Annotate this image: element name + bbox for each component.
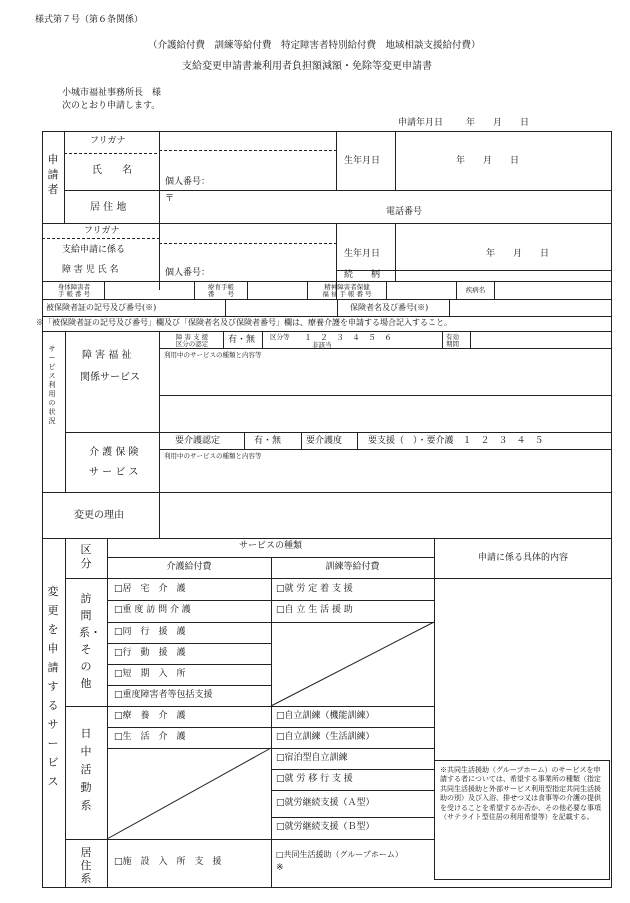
applicant-section-label: 申請者	[47, 153, 59, 196]
service-status-section-label: サービス利用の状況	[48, 345, 56, 425]
disease-name-label: 疾病名	[465, 286, 486, 294]
application-date: 年 月 日	[466, 118, 530, 128]
applicant-personal-number-label: 個人番号：	[165, 177, 211, 187]
care-insurance-line2: サ ー ビ ス	[89, 467, 139, 478]
welfare-service-line1: 障 害 福 祉	[82, 350, 132, 361]
benefit-types: （介護給付費 訓練等給付費 特定障害者特別給付費 地域相談支援給付費）	[148, 40, 481, 51]
physical-handbook-label: 身体障害者 手 帳 番 号	[57, 283, 91, 299]
care-in-use-note: 利用中のサービスの種類と内容等	[164, 452, 262, 460]
daytime-training-option[interactable]: □宿泊型自立訓練	[276, 753, 348, 763]
residential-category-label: 居住系	[80, 846, 92, 885]
daytime-care-option[interactable]: □生 活 介 護	[114, 732, 186, 742]
services-section-label: 変更を申請するサービス	[47, 585, 59, 788]
care-certification-yes-no: 有・無	[254, 436, 282, 446]
applicant-birthdate-label: 生年月日	[344, 156, 381, 166]
applicant-address-label: 居 住 地	[90, 202, 127, 213]
daytime-training-option[interactable]: □就 労 移 行 支 援	[276, 774, 353, 784]
daytime-care-option[interactable]: □療 養 介 護	[114, 711, 186, 721]
child-furigana-label: フリガナ	[84, 226, 120, 236]
visiting-care-option[interactable]: □短 期 入 所	[114, 669, 186, 679]
visiting-training-option[interactable]: □自 立 生 活 援 助	[276, 605, 353, 615]
not-applicable-label: 非該当	[312, 341, 332, 349]
child-birthdate-label: 生年月日	[344, 249, 381, 259]
category-header: 区分	[80, 543, 92, 570]
detail-header: 申請に係る具体的内容	[477, 553, 568, 563]
mental-handbook-label: 精神障害者保健 福 祉 手 帳 番 号	[322, 283, 372, 299]
application-date-label: 申請年月日	[398, 118, 444, 128]
applicant-birthdate-value: 年 月 日	[456, 156, 520, 166]
addressee: 小城市福祉事務所長 様	[62, 88, 162, 98]
insured-number-label: 被保険者証の記号及び番号(※)	[46, 303, 157, 312]
insurer-label: 保険者名及び番号(※)	[350, 303, 429, 312]
welfare-in-use-note: 利用中のサービスの種類と内容等	[164, 351, 262, 359]
residential-training-note-mark: ※	[276, 863, 284, 873]
form-number: 様式第７号（第６条関係）	[35, 15, 144, 25]
training-benefit-header: 訓練等給付費	[325, 562, 380, 572]
daytime-training-option[interactable]: □就労継続支援（Ｂ型）	[276, 822, 375, 832]
category-label: 区分等	[270, 333, 290, 341]
postal-mark: 〒	[165, 194, 175, 204]
applicant-phone-label: 電話番号	[386, 207, 423, 217]
daytime-training-option[interactable]: □自立訓練（生活訓練）	[276, 732, 375, 742]
relationship-label: 続 柄	[344, 270, 381, 280]
rehab-handbook-label: 療育手帳 番 号	[208, 283, 234, 299]
visiting-care-option[interactable]: □重度障害者等包括支援	[114, 690, 213, 700]
care-insurance-line1: 介 護 保 険	[89, 447, 139, 458]
support-certification-yes-no: 有・無	[228, 335, 256, 345]
support-certification-label: 障 害 支 援 区分の認定	[175, 333, 209, 349]
residential-training-option[interactable]: □共同生活援助（グループホーム）	[276, 850, 403, 859]
welfare-service-line2: 関係サービス	[80, 372, 140, 383]
daytime-category-label: 日中活動系	[80, 727, 92, 812]
form-title: 支給変更申請書兼利用者負担額減額・免除等変更申請書	[182, 61, 432, 72]
applicant-furigana-label: フリガナ	[90, 136, 126, 146]
child-label-line1: 支給申請に係る	[62, 245, 126, 255]
daytime-training-option[interactable]: □自立訓練（機能訓練）	[276, 711, 375, 721]
valid-period-label: 有効 期間	[446, 333, 459, 349]
residential-care-option[interactable]: □施 設 入 所 支 援	[114, 857, 222, 867]
change-reason-label: 変更の理由	[74, 510, 124, 521]
care-level-options: 要支援（ ）・要介護 １ ２ ３ ４ ５	[368, 436, 544, 446]
service-type-header: サービスの種類	[238, 541, 302, 551]
applicant-name-label: 氏 名	[92, 165, 132, 176]
care-level-label: 要介護度	[306, 436, 343, 446]
daytime-training-option[interactable]: □就労継続支援（Ａ型）	[276, 798, 375, 808]
request-line: 次のとおり申請します。	[62, 101, 161, 111]
child-personal-number-label: 個人番号：	[165, 268, 211, 278]
visiting-care-option[interactable]: □重 度 訪 問 介 護	[114, 605, 191, 615]
visiting-category-label: 訪問系・その他	[79, 592, 101, 690]
care-certification-label: 要介護認定	[175, 436, 221, 446]
visiting-training-option[interactable]: □就 労 定 着 支 援	[276, 584, 353, 594]
child-label-line2: 障 害 児 氏 名	[62, 265, 119, 275]
group-home-note: ※共同生活援助（グループホーム）のサービスを申請する者については、希望する事業所の種類（指定共同生活援助と外部サービス利用型指定共同生活援助の別）及び入浴、排せつ又は食事等の介護の提供を受けることを希望するか否か、その他必要な事項（サテライト型住居の利用希望等）を記載する。	[434, 760, 610, 880]
visiting-care-option[interactable]: □行 動 援 護	[114, 648, 186, 658]
visiting-care-option[interactable]: □居 宅 介 護	[114, 584, 186, 594]
insurance-note: ※「被保険者証の記号及び番号」欄及び「保険者名及び保険者番号」欄は、療養介護を申請する場合記入すること。	[36, 318, 452, 327]
category-numbers: １ ２ ３ ４ ５ ６	[304, 333, 392, 342]
care-benefit-header: 介護給付費	[166, 562, 212, 572]
child-birthdate-value: 年 月 日	[486, 249, 550, 259]
visiting-care-option[interactable]: □同 行 援 護	[114, 627, 186, 637]
